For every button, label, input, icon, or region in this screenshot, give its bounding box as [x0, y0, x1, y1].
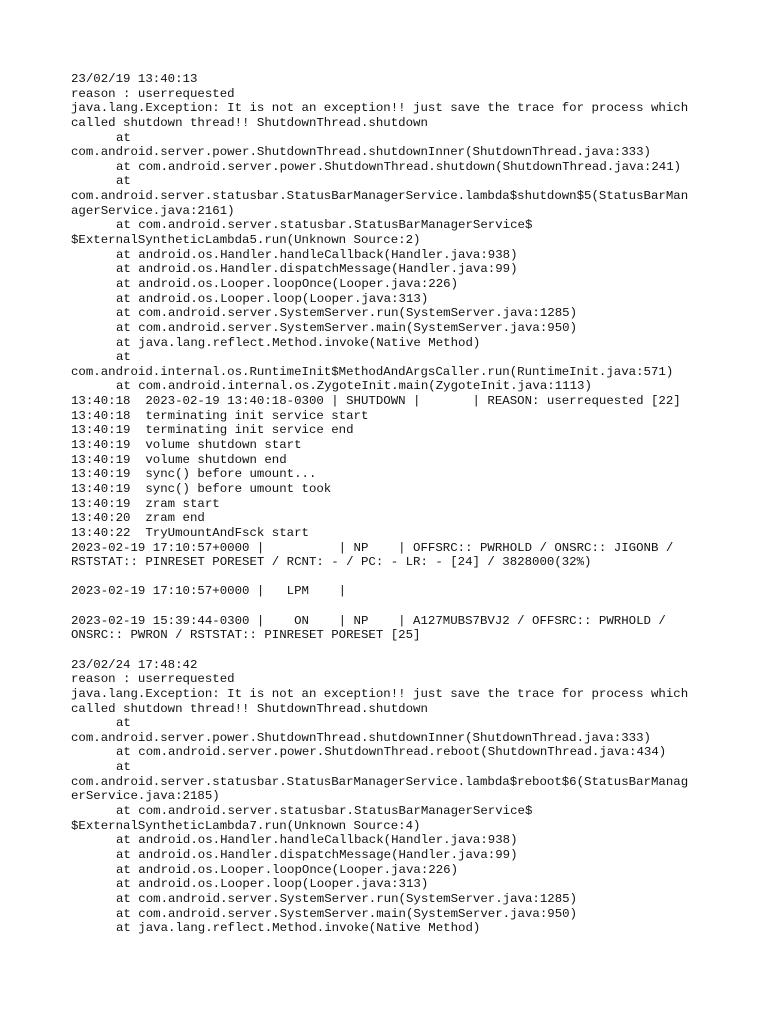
log-text-body	[71, 72, 761, 936]
log-line: at com.android.server.SystemServer.main(SystemServer.java:950)	[116, 320, 578, 335]
log-line: java.lang.Exception: It is not an exception!! just save the trace for process which	[71, 101, 689, 116]
log-line: at com.android.server.SystemServer.main(SystemServer.java:950)	[116, 906, 578, 921]
log-line: at android.os.Looper.loop(Looper.java:313)	[116, 877, 429, 892]
log-line: at android.os.Handler.handleCallback(Handler.java:938)	[116, 833, 518, 848]
log-line: 2023-02-19 17:10:57+0000 | LPM |	[71, 584, 347, 599]
log-line: 13:40:19 volume shutdown start	[71, 438, 302, 453]
log-line: at	[116, 174, 131, 189]
log-line: ONSRC:: PWRON / RSTSTAT:: PINRESET PORESET [25]	[71, 628, 421, 643]
log-line: 13:40:18 terminating init service start	[71, 408, 369, 423]
log-line	[71, 570, 761, 585]
log-line: com.android.server.power.ShutdownThread.shutdownInner(ShutdownThread.java:333)	[71, 730, 651, 745]
log-line: at com.android.server.power.ShutdownThread.shutdown(ShutdownThread.java:241)	[116, 159, 682, 174]
log-line: at com.android.server.SystemServer.run(SystemServer.java:1285)	[116, 891, 578, 906]
log-line: at	[116, 760, 131, 775]
log-line: at android.os.Looper.loopOnce(Looper.java:226)	[116, 862, 459, 877]
log-line: at com.android.internal.os.ZygoteInit.main(ZygoteInit.java:1113)	[116, 379, 592, 394]
log-line: at java.lang.reflect.Method.invoke(Native Method)	[116, 335, 481, 350]
log-line: com.android.internal.os.RuntimeInit$MethodAndArgsCaller.run(RuntimeInit.java:571)	[71, 364, 674, 379]
log-line: at android.os.Handler.dispatchMessage(Handler.java:99)	[116, 262, 518, 277]
log-line: 23/02/24 17:48:42	[71, 657, 198, 672]
log-line: 2023-02-19 17:10:57+0000 | | NP | OFFSRC:: PWRHOLD / ONSRC:: JIGONB /	[71, 540, 674, 555]
log-line: called shutdown thread!! ShutdownThread.shutdown	[71, 701, 428, 716]
log-line: called shutdown thread!! ShutdownThread.shutdown	[71, 115, 428, 130]
log-line: at com.android.server.SystemServer.run(SystemServer.java:1285)	[116, 306, 578, 321]
log-line: reason : userrequested	[71, 672, 235, 687]
log-line: 23/02/19 13:40:13	[71, 72, 198, 86]
log-line: at java.lang.reflect.Method.invoke(Native Method)	[116, 921, 481, 936]
log-line: at	[116, 716, 131, 731]
log-line: at com.android.server.power.ShutdownThread.reboot(ShutdownThread.java:434)	[116, 745, 667, 760]
log-line: $ExternalSyntheticLambda5.run(Unknown Source:2)	[71, 233, 421, 248]
log-line: 2023-02-19 15:39:44-0300 | ON | NP | A127MUBS7BVJ2 / OFFSRC:: PWRHOLD /	[71, 613, 666, 628]
log-line: java.lang.Exception: It is not an exception!! just save the trace for process which	[71, 686, 689, 701]
log-line: com.android.server.power.ShutdownThread.shutdownInner(ShutdownThread.java:333)	[71, 145, 651, 160]
log-line: 13:40:22 TryUmountAndFsck start	[71, 525, 309, 540]
log-line	[71, 643, 761, 658]
log-line: at android.os.Handler.handleCallback(Handler.java:938)	[116, 247, 518, 262]
log-line	[71, 599, 761, 614]
log-line: at	[116, 350, 131, 365]
log-line: 13:40:19 terminating init service end	[71, 423, 354, 438]
log-line: RSTSTAT:: PINRESET PORESET / RCNT: - / PC: - LR: - [24] / 3828000(32%)	[71, 555, 592, 570]
log-line: at android.os.Looper.loopOnce(Looper.java:226)	[116, 276, 459, 291]
log-line: 13:40:19 volume shutdown end	[71, 452, 287, 467]
log-line: at android.os.Looper.loop(Looper.java:313)	[116, 291, 429, 306]
log-line: at com.android.server.statusbar.StatusBarManagerService$	[116, 218, 533, 233]
log-line: 13:40:18 2023-02-19 13:40:18-0300 | SHUTDOWN | | REASON: userrequested [22]	[71, 394, 681, 409]
log-line: 13:40:20 zram end	[71, 511, 205, 526]
log-line: com.android.server.statusbar.StatusBarManagerService.lambda$reboot$6(StatusBarManag	[71, 774, 689, 789]
log-line: 13:40:19 sync() before umount...	[71, 467, 317, 482]
log-line: com.android.server.statusbar.StatusBarManagerService.lambda$shutdown$5(StatusBarMan	[71, 189, 689, 204]
log-line: erService.java:2185)	[71, 789, 220, 804]
log-line: at	[116, 130, 131, 145]
log-line: agerService.java:2161)	[71, 203, 235, 218]
log-line: 13:40:19 zram start	[71, 496, 220, 511]
log-line: reason : userrequested	[71, 86, 235, 101]
log-line: at android.os.Handler.dispatchMessage(Handler.java:99)	[116, 847, 518, 862]
log-line: $ExternalSyntheticLambda7.run(Unknown Source:4)	[71, 818, 421, 833]
log-line: 13:40:19 sync() before umount took	[71, 481, 332, 496]
log-line: at com.android.server.statusbar.StatusBarManagerService$	[116, 804, 533, 819]
